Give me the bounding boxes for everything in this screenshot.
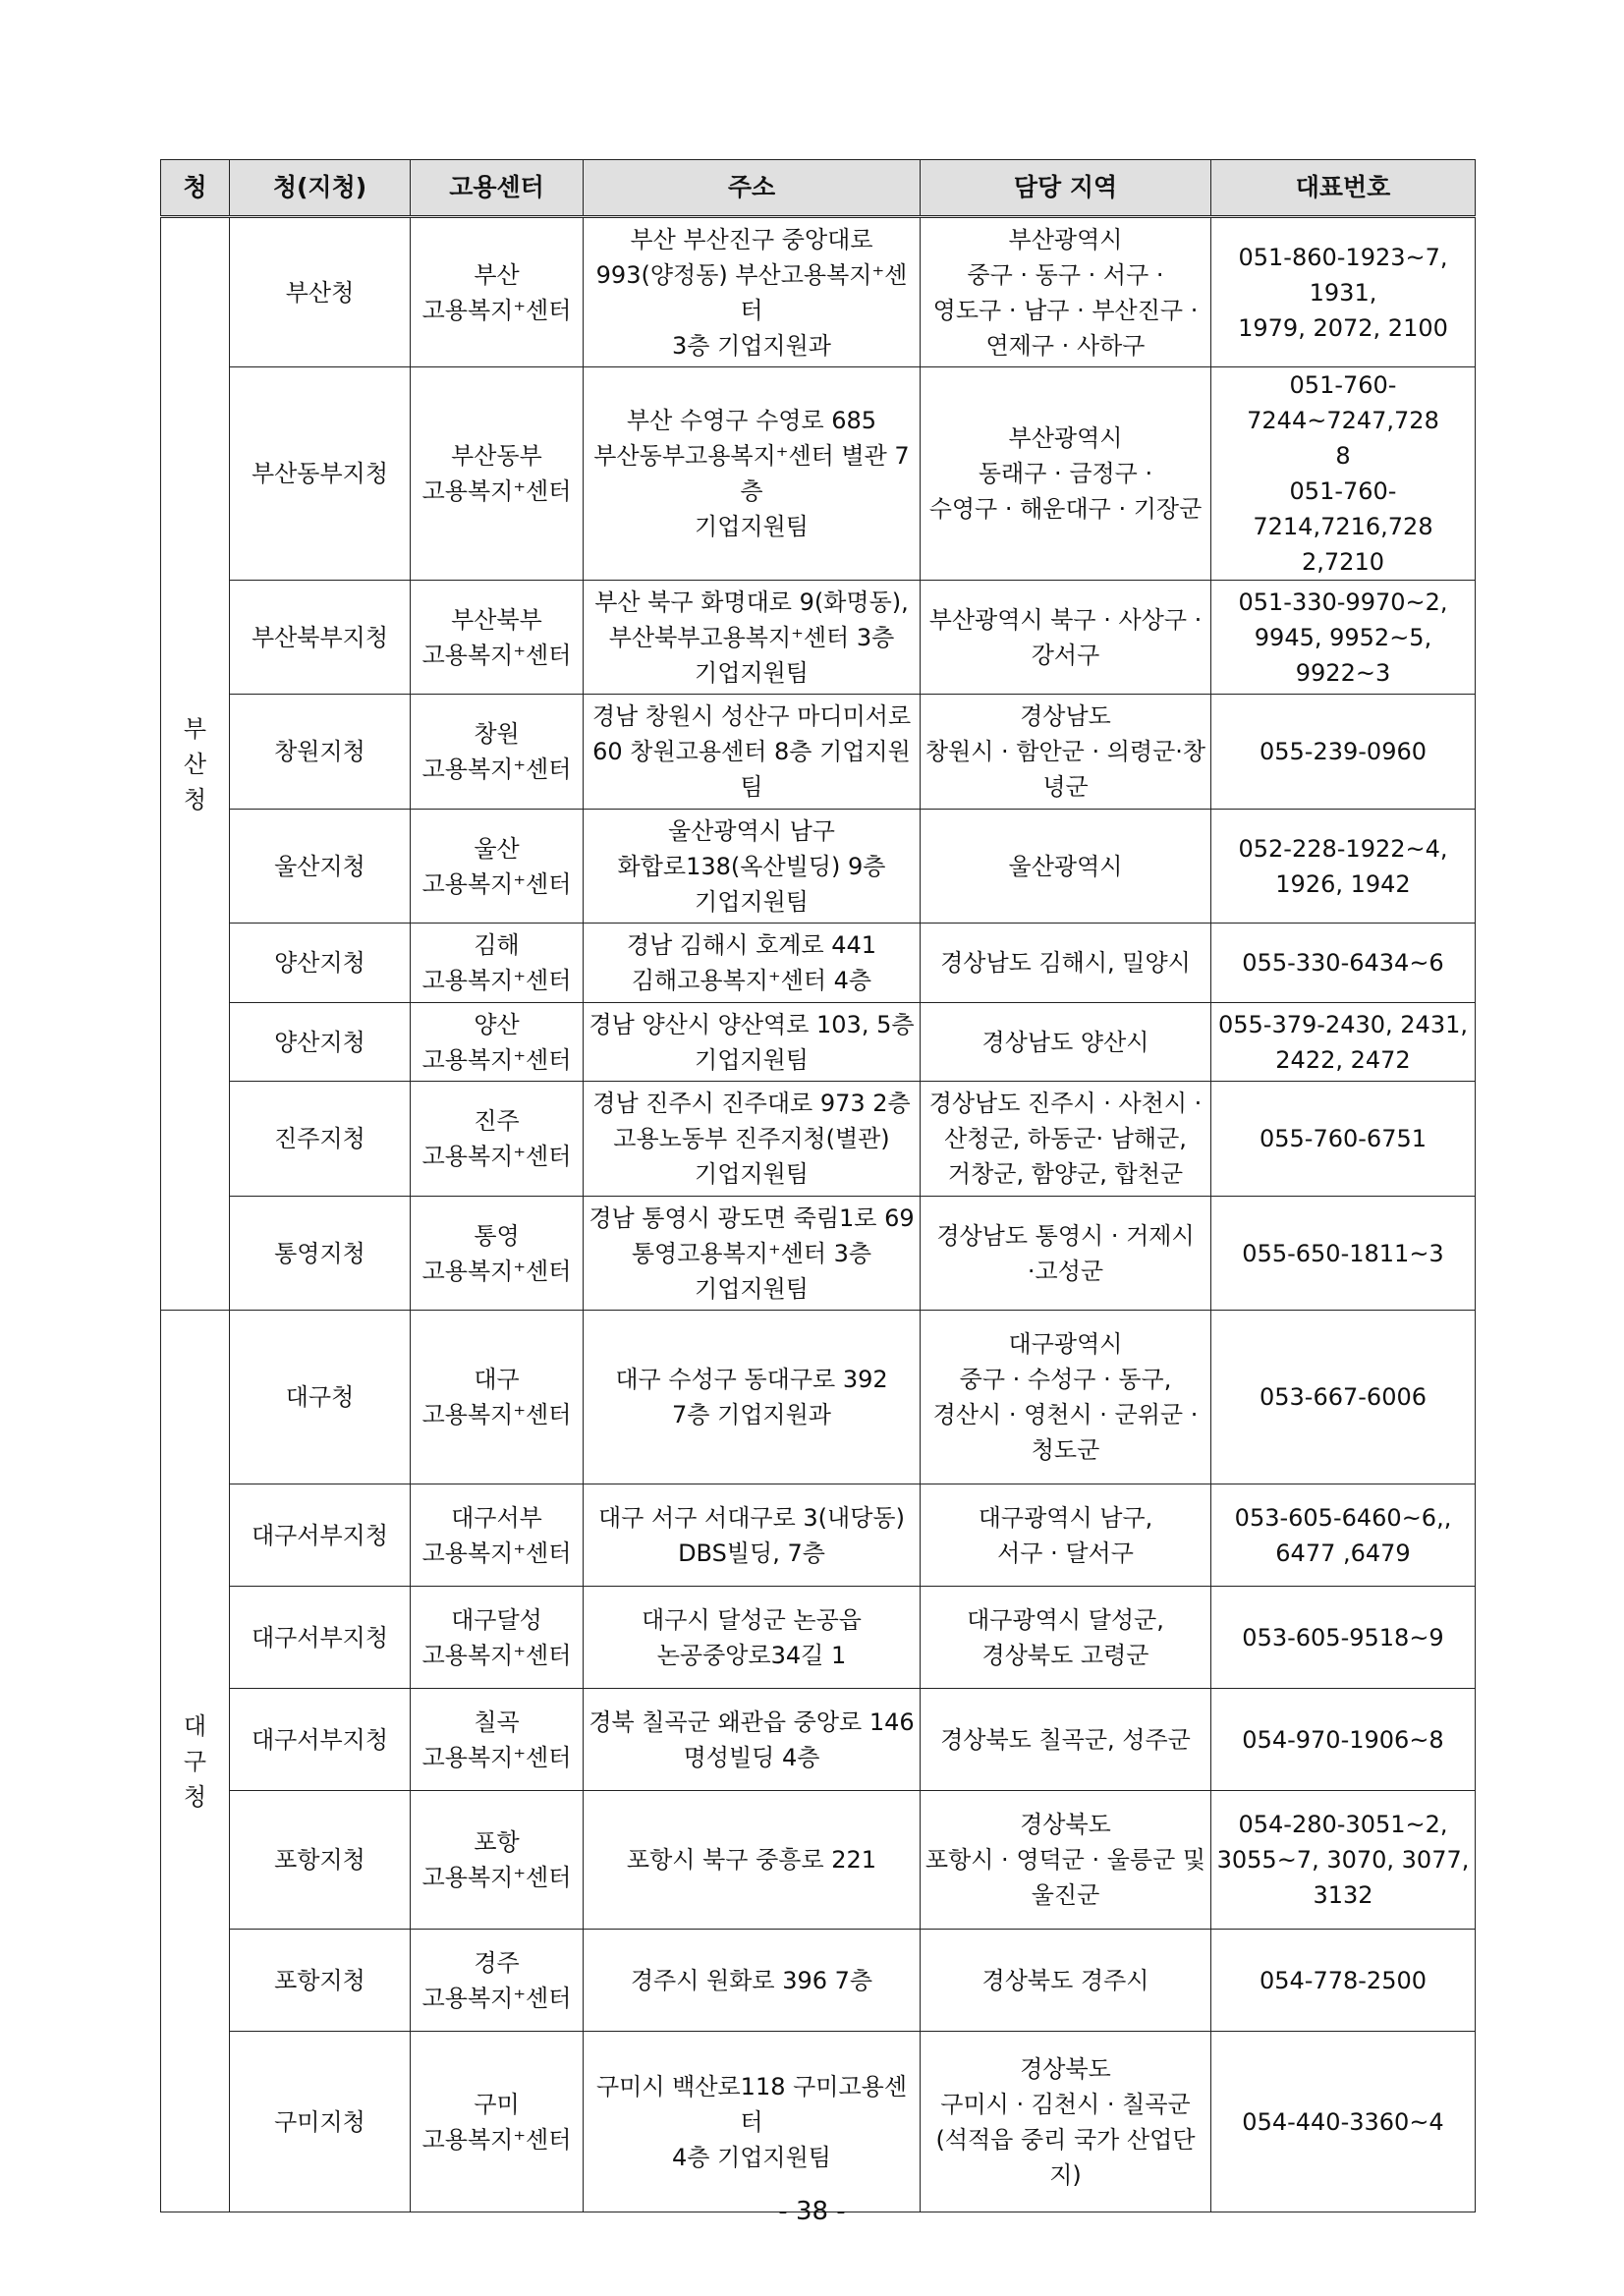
center-cell: 대구달성 고용복지⁺센터: [411, 1587, 584, 1689]
address-cell: 경남 창원시 성산구 마디미서로 60 창원고용센터 8층 기업지원팀: [584, 695, 921, 810]
center-cell: 부산동부 고용복지⁺센터: [411, 367, 584, 581]
office-cell: 창원지청: [230, 695, 411, 810]
address-cell: 울산광역시 남구 화합로138(옥산빌딩) 9층 기업지원팀: [584, 810, 921, 924]
office-table: [160, 159, 1476, 2212]
phone-cell: 054-280-3051~2, 3055~7, 3070, 3077, 3132: [1211, 1791, 1476, 1930]
office-cell: 대구서부지청: [230, 1484, 411, 1587]
area-cell: 경상북도 포항시 · 영덕군 · 울릉군 및 울진군: [921, 1791, 1211, 1930]
header-center: 고용센터: [411, 160, 584, 217]
header-row: [161, 160, 1476, 217]
address-cell: 경남 통영시 광도면 죽림1로 69 통영고용복지⁺센터 3층 기업지원팀: [584, 1197, 921, 1311]
office-cell: 부산북부지청: [230, 581, 411, 695]
address-cell: 경북 칠곡군 왜관읍 중앙로 146 명성빌딩 4층: [584, 1689, 921, 1791]
center-cell: 진주 고용복지⁺센터: [411, 1082, 584, 1197]
area-cell: 부산광역시 북구 · 사상구 · 강서구: [921, 581, 1211, 695]
area-cell: 경상북도 구미시 · 김천시 · 칠곡군 (석적읍 중리 국가 산업단지): [921, 2032, 1211, 2212]
table-row: [161, 1197, 1476, 1311]
center-cell: 대구 고용복지⁺센터: [411, 1311, 584, 1484]
page-number: - 38 -: [778, 2197, 846, 2226]
header-office: 청(지청): [230, 160, 411, 217]
table-row: [161, 367, 1476, 581]
table-row: [161, 1689, 1476, 1791]
area-cell: 부산광역시 동래구 · 금정구 · 수영구 · 해운대구 · 기장군: [921, 367, 1211, 581]
region-cell-daegu: 대 구 청: [161, 1311, 230, 2212]
table-row: [161, 924, 1476, 1003]
office-cell: 구미지청: [230, 2032, 411, 2212]
office-cell: 대구청: [230, 1311, 411, 1484]
area-cell: 경상북도 칠곡군, 성주군: [921, 1689, 1211, 1791]
area-cell: 경상남도 김해시, 밀양시: [921, 924, 1211, 1003]
center-cell: 창원 고용복지⁺센터: [411, 695, 584, 810]
address-cell: 부산 수영구 수영로 685 부산동부고용복지⁺센터 별관 7층 기업지원팀: [584, 367, 921, 581]
office-cell: 울산지청: [230, 810, 411, 924]
table-row: [161, 1311, 1476, 1484]
table-row: [161, 1082, 1476, 1197]
office-cell: 양산지청: [230, 924, 411, 1003]
area-cell: 대구광역시 달성군, 경상북도 고령군: [921, 1587, 1211, 1689]
area-cell: 대구광역시 중구 · 수성구 · 동구, 경산시 · 영천시 · 군위군 · 청도군: [921, 1311, 1211, 1484]
area-cell: 대구광역시 남구, 서구 · 달서구: [921, 1484, 1211, 1587]
area-cell: 울산광역시: [921, 810, 1211, 924]
office-cell: 통영지청: [230, 1197, 411, 1311]
phone-cell: 055-760-6751: [1211, 1082, 1476, 1197]
address-cell: 부산 부산진구 중앙대로 993(양정동) 부산고용복지⁺센터 3층 기업지원과: [584, 217, 921, 367]
center-cell: 통영 고용복지⁺센터: [411, 1197, 584, 1311]
table-row: [161, 1791, 1476, 1930]
area-cell: 부산광역시 중구 · 동구 · 서구 · 영도구 · 남구 · 부산진구 · 연제구 · 사하구: [921, 217, 1211, 367]
table-row: [161, 1930, 1476, 2032]
office-cell: 진주지청: [230, 1082, 411, 1197]
office-cell: 양산지청: [230, 1003, 411, 1082]
header-address: 주소: [584, 160, 921, 217]
address-cell: 경남 김해시 호계로 441 김해고용복지⁺센터 4층: [584, 924, 921, 1003]
address-cell: 포항시 북구 중흥로 221: [584, 1791, 921, 1930]
area-cell: 경상남도 진주시 · 사천시 · 산청군, 하동군· 남해군, 거창군, 함양군, 합천군: [921, 1082, 1211, 1197]
table-row: [161, 1003, 1476, 1082]
address-cell: 부산 북구 화명대로 9(화명동), 부산북부고용복지⁺센터 3층 기업지원팀: [584, 581, 921, 695]
office-cell: 부산동부지청: [230, 367, 411, 581]
center-cell: 양산 고용복지⁺센터: [411, 1003, 584, 1082]
center-cell: 울산 고용복지⁺센터: [411, 810, 584, 924]
area-cell: 경상남도 창원시 · 함안군 · 의령군·창 녕군: [921, 695, 1211, 810]
address-cell: 경주시 원화로 396 7층: [584, 1930, 921, 2032]
center-cell: 칠곡 고용복지⁺센터: [411, 1689, 584, 1791]
office-cell: 포항지청: [230, 1930, 411, 2032]
phone-cell: 051-330-9970~2, 9945, 9952~5, 9922~3: [1211, 581, 1476, 695]
header-phone: 대표번호: [1211, 160, 1476, 217]
area-cell: 경상남도 통영시 · 거제시 ·고성군: [921, 1197, 1211, 1311]
center-cell: 구미 고용복지⁺센터: [411, 2032, 584, 2212]
table-row: [161, 217, 1476, 367]
phone-cell: 055-239-0960: [1211, 695, 1476, 810]
address-cell: 경남 진주시 진주대로 973 2층 고용노동부 진주지청(별관) 기업지원팀: [584, 1082, 921, 1197]
table-row: [161, 2032, 1476, 2212]
phone-cell: 054-970-1906~8: [1211, 1689, 1476, 1791]
center-cell: 부산 고용복지⁺센터: [411, 217, 584, 367]
table-row: [161, 1484, 1476, 1587]
address-cell: 경남 양산시 양산역로 103, 5층 기업지원팀: [584, 1003, 921, 1082]
phone-cell: 053-667-6006: [1211, 1311, 1476, 1484]
address-cell: 구미시 백산로118 구미고용센터 4층 기업지원팀: [584, 2032, 921, 2212]
phone-cell: 055-330-6434~6: [1211, 924, 1476, 1003]
header-area: 담당 지역: [921, 160, 1211, 217]
center-cell: 경주 고용복지⁺센터: [411, 1930, 584, 2032]
phone-cell: 053-605-6460~6,, 6477 ,6479: [1211, 1484, 1476, 1587]
center-cell: 김해 고용복지⁺센터: [411, 924, 584, 1003]
table-row: [161, 695, 1476, 810]
address-cell: 대구 수성구 동대구로 392 7층 기업지원과: [584, 1311, 921, 1484]
office-cell: 대구서부지청: [230, 1689, 411, 1791]
phone-cell: 051-860-1923~7, 1931, 1979, 2072, 2100: [1211, 217, 1476, 367]
table-row: [161, 1587, 1476, 1689]
header-region: 청: [161, 160, 230, 217]
address-cell: 대구시 달성군 논공읍 논공중앙로34길 1: [584, 1587, 921, 1689]
office-cell: 포항지청: [230, 1791, 411, 1930]
phone-cell: 052-228-1922~4, 1926, 1942: [1211, 810, 1476, 924]
table-row: [161, 810, 1476, 924]
area-cell: 경상남도 양산시: [921, 1003, 1211, 1082]
phone-cell: 054-778-2500: [1211, 1930, 1476, 2032]
center-cell: 대구서부 고용복지⁺센터: [411, 1484, 584, 1587]
phone-cell: 055-650-1811~3: [1211, 1197, 1476, 1311]
center-cell: 포항 고용복지⁺센터: [411, 1791, 584, 1930]
phone-cell: 051-760-7244~7247,728 8 051-760-7214,7216,728 2,7210: [1211, 367, 1476, 581]
phone-cell: 055-379-2430, 2431, 2422, 2472: [1211, 1003, 1476, 1082]
address-cell: 대구 서구 서대구로 3(내당동) DBS빌딩, 7층: [584, 1484, 921, 1587]
phone-cell: 053-605-9518~9: [1211, 1587, 1476, 1689]
office-cell: 대구서부지청: [230, 1587, 411, 1689]
phone-cell: 054-440-3360~4: [1211, 2032, 1476, 2212]
office-cell: 부산청: [230, 217, 411, 367]
area-cell: 경상북도 경주시: [921, 1930, 1211, 2032]
region-cell-busan: 부 산 청: [161, 217, 230, 1311]
table-row: [161, 581, 1476, 695]
center-cell: 부산북부 고용복지⁺센터: [411, 581, 584, 695]
